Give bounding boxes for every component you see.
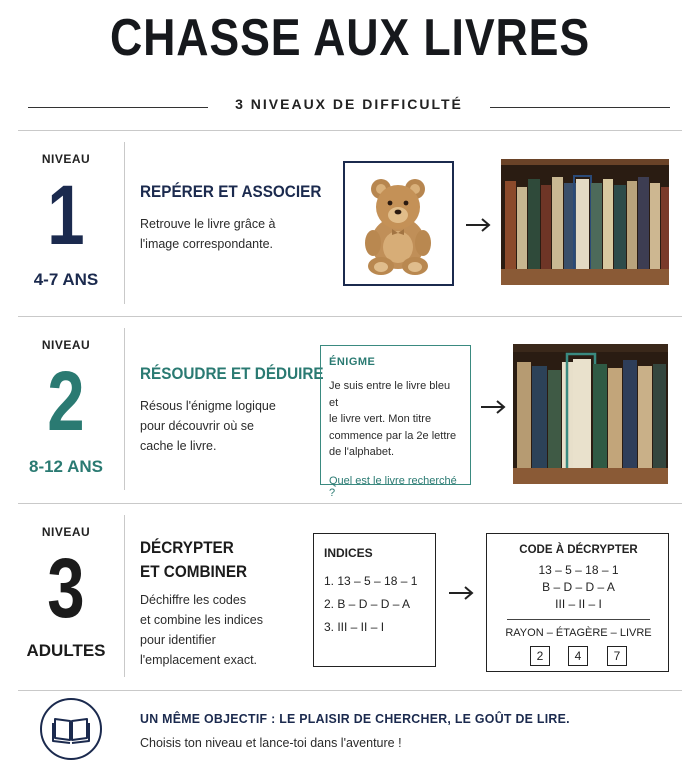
digit-box: 2 xyxy=(530,646,550,666)
level-1-heading: REPÉRER ET ASSOCIER xyxy=(140,182,322,201)
column-divider-1 xyxy=(124,142,125,304)
enigme-text xyxy=(329,378,462,461)
page-title: CHASSE AUX LIVRES xyxy=(109,9,591,67)
heading-line: ET COMBINER xyxy=(140,562,248,581)
digit-box: 4 xyxy=(568,646,588,666)
divider-2-3 xyxy=(18,503,682,504)
description-line: Retrouve le livre grâce à xyxy=(140,217,276,231)
description-line: l'emplacement exact. xyxy=(140,653,258,667)
description-line: et combine les indices xyxy=(140,613,263,627)
divider-footer xyxy=(18,690,682,691)
footer-subtext: Choisis ton niveau et lance-toi dans l'aventure ! xyxy=(140,736,402,750)
level-3-number: 3 xyxy=(47,541,85,635)
books-icon xyxy=(501,159,669,285)
code-box xyxy=(486,533,669,672)
code-label: RAYON – ÉTAGÈRE – LIVRE xyxy=(505,627,652,639)
bookshelf-image-2 xyxy=(513,344,668,484)
subtitle-row xyxy=(28,96,670,116)
code-line: III – II – I xyxy=(555,597,602,611)
indices-box xyxy=(313,533,436,667)
level-2-age: 8-12 ANS xyxy=(28,457,103,476)
level-1-description xyxy=(140,214,275,254)
code-line: B – D – D – A xyxy=(542,580,615,594)
open-book-icon-svg xyxy=(42,700,100,758)
indices-title: INDICES xyxy=(324,546,373,560)
enigme-line: Je suis entre le livre bleu et xyxy=(329,380,451,409)
level-3-age: ADULTES xyxy=(26,641,106,660)
code-line: 13 – 5 – 18 – 1 xyxy=(538,563,619,577)
description-line: pour découvrir où se xyxy=(140,419,254,433)
level-1-word: NIVEAU xyxy=(41,152,91,166)
divider-top xyxy=(18,130,682,131)
heading-line: DÉCRYPTER xyxy=(140,538,234,557)
code-title: CODE À DÉCRYPTER xyxy=(519,544,638,556)
arrow-right-icon xyxy=(448,586,474,600)
level-3-heading xyxy=(140,536,247,584)
subtitle: 3 NIVEAUX DE DIFFICULTÉ xyxy=(235,96,463,112)
level-3-description xyxy=(140,590,263,670)
level-2-word: NIVEAU xyxy=(41,338,91,352)
level-2-heading: RÉSOUDRE ET DÉDUIRE xyxy=(140,364,324,383)
enigme-box xyxy=(320,345,471,499)
teddy-bear-icon xyxy=(345,163,452,284)
level-1-age: 4-7 ANS xyxy=(33,270,99,289)
description-line: Déchiffre les codes xyxy=(140,593,247,607)
footer-heading: UN MÊME OBJECTIF : LE PLAISIR DE CHERCHER, LE GOÛT DE LIRE. xyxy=(140,711,570,726)
enigme-line: commence par la 2e lettre xyxy=(329,429,457,442)
enigme-line: de l'alphabet. xyxy=(329,446,395,458)
column-divider-2 xyxy=(124,328,125,490)
digit-box: 7 xyxy=(607,646,627,666)
level-2-number: 2 xyxy=(47,354,85,448)
level-3-word: NIVEAU xyxy=(41,525,91,539)
indices-item: 2. B – D – D – A xyxy=(324,597,411,611)
divider-1-2 xyxy=(18,316,682,317)
open-book-icon xyxy=(40,698,102,760)
arrow-right-icon xyxy=(465,218,491,232)
enigme-question: Quel est le livre recherché ? xyxy=(329,474,457,499)
books-icon xyxy=(513,344,668,484)
teddy-bear-image xyxy=(343,161,454,286)
enigme-line: le livre vert. Mon titre xyxy=(329,413,432,425)
description-line: pour identifier xyxy=(140,633,216,647)
level-2-description xyxy=(140,396,276,456)
subtitle-rule-right xyxy=(490,107,670,108)
indices-item: 1. 13 – 5 – 18 – 1 xyxy=(324,574,418,588)
bookshelf-image-1 xyxy=(501,159,669,285)
code-separator xyxy=(507,619,650,620)
description-line: cache le livre. xyxy=(140,439,217,453)
level-1-number: 1 xyxy=(47,168,85,262)
arrow-right-icon xyxy=(480,400,506,414)
description-line: Résous l'énigme logique xyxy=(140,399,276,413)
column-divider-3 xyxy=(124,515,125,677)
indices-item: 3. III – II – I xyxy=(324,620,385,634)
enigme-title: ÉNIGME xyxy=(329,356,376,368)
description-line: l'image correspondante. xyxy=(140,237,274,251)
